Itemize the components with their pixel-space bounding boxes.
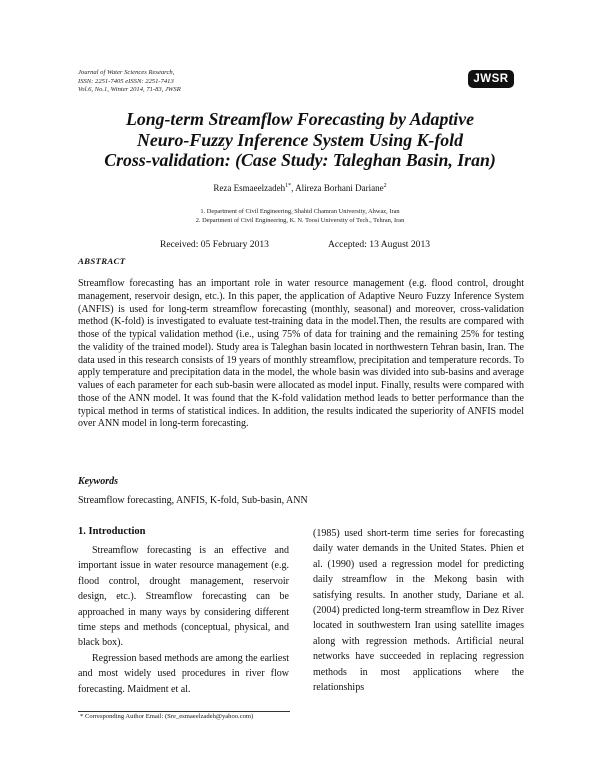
author-1-sup: 1* <box>285 183 292 189</box>
section-heading-introduction: 1. Introduction <box>78 526 146 537</box>
keywords: Streamflow forecasting, ANFIS, K-fold, Sub-basin, ANN <box>78 495 308 506</box>
author-1: Reza Esmaeelzadeh <box>213 183 286 193</box>
abstract-heading: ABSTRACT <box>78 256 126 266</box>
intro-paragraph-2: Regression based methods are among the earliest and most widely used procedures in river flow forecasting. Maidment et al. <box>78 652 289 695</box>
journal-logo: JWSR <box>468 70 514 88</box>
affiliation-1: 1. Department of Civil Engineering, Shahid Chamran University, Ahwaz, Iran <box>200 208 400 215</box>
intro-paragraph-3: (1985) used short-term time series for forecasting daily water demands in the United States. Phien et al. (1990) used a regression model for predicting daily streamflow in the Mekong basin with satisfying results. In another study, Dariane et al. (2004) predicted long-term streamflow in Dez River located in southwestern Iran using satellite images along with regression methods. Artificial neural networks have succeeded in replacing regression methods in most applications where the relationships <box>313 528 524 694</box>
journal-volume: Vol.6, No.1, Winter 2014, 71-83, JWSR <box>78 86 181 94</box>
author-separator: , <box>291 183 296 193</box>
affiliations <box>60 207 540 225</box>
footnote-rule <box>78 711 290 712</box>
accepted-date: Accepted: 13 August 2013 <box>328 239 431 250</box>
author-2: Alireza Borhani Dariane <box>295 183 384 193</box>
affiliation-2: 2. Department of Civil Engineering, K. N. Toosi University of Tech., Tehran, Iran <box>195 217 405 224</box>
paper-title <box>60 109 540 171</box>
journal-name: Journal of Water Sciences Research, <box>78 69 175 76</box>
intro-paragraph-1: Streamflow forecasting is an effective and important issue in water resource management (e.g. flood control, drought management, reservoir design, etc.). Streamflow forecasting can be approached in many ways by considering different time steps and methods (conceptual, physical, and black box). <box>78 545 289 649</box>
abstract-text: Streamflow forecasting has an important role in water resource management (e.g. flood control, drought management, reservoir design, etc.). In this paper, the application of Adaptive Neuro Fuzzy Inference System (ANFIS) is used for long-term streamflow forecasting (monthly, seasonal) and moreover, cross-validation method (K-fold) is investigated to evaluate test-training data in the model.Then, the results are compared with those of the typical validation method (i.e., using 75% of data for training and the remaining 25% for testing the validity of the trained model). Study area is Taleghan basin located in northwestern Tehran basin, Iran. The data used in this research consists of 19 years of monthly streamflow, precipitation and temperature records. To apply temperature and precipitation data in the model, the whole basin was divided into sub-basins and average values of each parameter for each sub-basin were allocated as model input. Finally, results were compared with those of the ANN model. It was found that the K-fold validation method leads to better performance than the typical method in terms of statistical indices. In addition, the results indicated the superiority of ANFIS model over ANN model in long-term forecasting. <box>78 278 524 430</box>
title-line-2: Neuro-Fuzzy Inference System Using K-fold <box>137 129 463 150</box>
title-line-1: Long-term Streamflow Forecasting by Adaptive <box>125 109 475 129</box>
authors <box>60 183 540 193</box>
journal-issn: ISSN: 2251-7405 eISSN: 2251-7413 <box>78 77 174 85</box>
journal-info <box>78 69 181 95</box>
received-date: Received: 05 February 2013 <box>160 239 269 250</box>
author-2-sup: 2 <box>383 183 387 189</box>
column-left <box>78 543 289 697</box>
footnote: * Corresponding Author Email: (Sre_esmaeelzadeh@yahoo.com) <box>80 713 254 720</box>
column-right <box>313 526 524 695</box>
keywords-heading: Keywords <box>78 476 118 487</box>
title-line-3: Cross-validation: (Case Study: Taleghan Basin, Iran) <box>104 150 496 170</box>
